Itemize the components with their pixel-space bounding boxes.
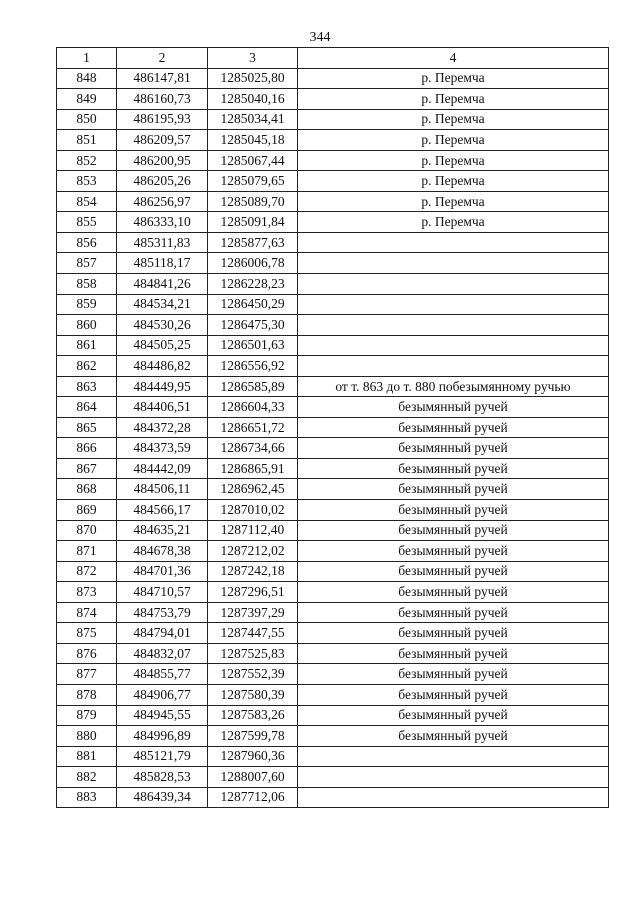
description-cell xyxy=(298,294,609,315)
table-row xyxy=(57,684,609,705)
point-number-cell: 867 xyxy=(57,458,117,479)
description-cell: безымянный ручей xyxy=(298,479,609,500)
table-row xyxy=(57,479,609,500)
point-number-cell: 862 xyxy=(57,356,117,377)
table-row xyxy=(57,335,609,356)
description-cell: безымянный ручей xyxy=(298,458,609,479)
table-row xyxy=(57,376,609,397)
page-number: 344 xyxy=(309,30,331,45)
description-cell: безымянный ручей xyxy=(298,438,609,459)
table-row xyxy=(57,397,609,418)
y-coordinate-cell: 1287525,83 xyxy=(208,643,298,664)
table-row xyxy=(57,417,609,438)
description-cell: р. Перемча xyxy=(298,68,609,89)
point-number-cell: 863 xyxy=(57,376,117,397)
x-coordinate-cell: 486439,34 xyxy=(117,787,208,808)
table-row xyxy=(57,520,609,541)
description-cell xyxy=(298,356,609,377)
point-number-cell: 879 xyxy=(57,705,117,726)
y-coordinate-cell: 1287212,02 xyxy=(208,541,298,562)
y-coordinate-cell: 1286475,30 xyxy=(208,315,298,336)
table-row xyxy=(57,746,609,767)
y-coordinate-cell: 1285045,18 xyxy=(208,130,298,151)
table-row xyxy=(57,130,609,151)
y-coordinate-cell: 1285079,65 xyxy=(208,171,298,192)
table-row xyxy=(57,582,609,603)
point-number-cell: 880 xyxy=(57,726,117,747)
x-coordinate-cell: 484832,07 xyxy=(117,643,208,664)
x-coordinate-cell: 486209,57 xyxy=(117,130,208,151)
header-row xyxy=(57,48,609,69)
x-coordinate-cell: 484701,36 xyxy=(117,561,208,582)
table-row xyxy=(57,150,609,171)
y-coordinate-cell: 1285089,70 xyxy=(208,191,298,212)
description-cell: безымянный ручей xyxy=(298,500,609,521)
description-cell: р. Перемча xyxy=(298,150,609,171)
y-coordinate-cell: 1287960,36 xyxy=(208,746,298,767)
x-coordinate-cell: 486205,26 xyxy=(117,171,208,192)
table-row xyxy=(57,726,609,747)
table-row xyxy=(57,109,609,130)
point-number-cell: 857 xyxy=(57,253,117,274)
table-header xyxy=(57,48,609,69)
description-cell: безымянный ручей xyxy=(298,397,609,418)
x-coordinate-cell: 485118,17 xyxy=(117,253,208,274)
description-cell: безымянный ручей xyxy=(298,684,609,705)
x-coordinate-cell: 484372,28 xyxy=(117,417,208,438)
table-row xyxy=(57,356,609,377)
description-cell: безымянный ручей xyxy=(298,417,609,438)
point-number-cell: 856 xyxy=(57,232,117,253)
point-number-cell: 876 xyxy=(57,643,117,664)
table-row xyxy=(57,438,609,459)
table-row xyxy=(57,623,609,644)
y-coordinate-cell: 1287010,02 xyxy=(208,500,298,521)
y-coordinate-cell: 1285034,41 xyxy=(208,109,298,130)
x-coordinate-cell: 484945,55 xyxy=(117,705,208,726)
point-number-cell: 881 xyxy=(57,746,117,767)
description-cell: безымянный ручей xyxy=(298,520,609,541)
point-number-cell: 872 xyxy=(57,561,117,582)
x-coordinate-cell: 486200,95 xyxy=(117,150,208,171)
x-coordinate-cell: 485828,53 xyxy=(117,767,208,788)
point-number-cell: 875 xyxy=(57,623,117,644)
x-coordinate-cell: 485121,79 xyxy=(117,746,208,767)
point-number-cell: 848 xyxy=(57,68,117,89)
y-coordinate-cell: 1285091,84 xyxy=(208,212,298,233)
y-coordinate-cell: 1287599,78 xyxy=(208,726,298,747)
description-cell: р. Перемча xyxy=(298,109,609,130)
y-coordinate-cell: 1288007,60 xyxy=(208,767,298,788)
x-coordinate-cell: 484486,82 xyxy=(117,356,208,377)
y-coordinate-cell: 1285067,44 xyxy=(208,150,298,171)
table-row xyxy=(57,232,609,253)
y-coordinate-cell: 1287296,51 xyxy=(208,582,298,603)
y-coordinate-cell: 1285025,80 xyxy=(208,68,298,89)
y-coordinate-cell: 1286651,72 xyxy=(208,417,298,438)
x-coordinate-cell: 484449,95 xyxy=(117,376,208,397)
y-coordinate-cell: 1287580,39 xyxy=(208,684,298,705)
x-coordinate-cell: 484996,89 xyxy=(117,726,208,747)
point-number-cell: 864 xyxy=(57,397,117,418)
coordinates-table xyxy=(56,47,609,808)
table-row xyxy=(57,191,609,212)
x-coordinate-cell: 484855,77 xyxy=(117,664,208,685)
table-row xyxy=(57,500,609,521)
point-number-cell: 855 xyxy=(57,212,117,233)
x-coordinate-cell: 484906,77 xyxy=(117,684,208,705)
table-body xyxy=(57,68,609,808)
table-row xyxy=(57,315,609,336)
y-coordinate-cell: 1286865,91 xyxy=(208,458,298,479)
x-coordinate-cell: 484678,38 xyxy=(117,541,208,562)
description-cell: безымянный ручей xyxy=(298,664,609,685)
description-cell xyxy=(298,787,609,808)
x-coordinate-cell: 484530,26 xyxy=(117,315,208,336)
header-col-3: 3 xyxy=(208,48,298,69)
point-number-cell: 871 xyxy=(57,541,117,562)
y-coordinate-cell: 1286450,29 xyxy=(208,294,298,315)
x-coordinate-cell: 484566,17 xyxy=(117,500,208,521)
table-row xyxy=(57,705,609,726)
y-coordinate-cell: 1285877,63 xyxy=(208,232,298,253)
point-number-cell: 869 xyxy=(57,500,117,521)
point-number-cell: 849 xyxy=(57,89,117,110)
x-coordinate-cell: 484406,51 xyxy=(117,397,208,418)
table-row xyxy=(57,664,609,685)
point-number-cell: 870 xyxy=(57,520,117,541)
x-coordinate-cell: 484794,01 xyxy=(117,623,208,644)
description-cell xyxy=(298,274,609,295)
x-coordinate-cell: 484534,21 xyxy=(117,294,208,315)
x-coordinate-cell: 486333,10 xyxy=(117,212,208,233)
y-coordinate-cell: 1287552,39 xyxy=(208,664,298,685)
y-coordinate-cell: 1286604,33 xyxy=(208,397,298,418)
table-row xyxy=(57,171,609,192)
point-number-cell: 858 xyxy=(57,274,117,295)
y-coordinate-cell: 1286501,63 xyxy=(208,335,298,356)
header-col-2: 2 xyxy=(117,48,208,69)
y-coordinate-cell: 1286962,45 xyxy=(208,479,298,500)
x-coordinate-cell: 484710,57 xyxy=(117,582,208,603)
point-number-cell: 859 xyxy=(57,294,117,315)
x-coordinate-cell: 486160,73 xyxy=(117,89,208,110)
description-cell: р. Перемча xyxy=(298,130,609,151)
table-row xyxy=(57,643,609,664)
point-number-cell: 853 xyxy=(57,171,117,192)
description-cell: р. Перемча xyxy=(298,212,609,233)
description-cell xyxy=(298,335,609,356)
description-cell: р. Перемча xyxy=(298,171,609,192)
header-col-4: 4 xyxy=(298,48,609,69)
y-coordinate-cell: 1286585,89 xyxy=(208,376,298,397)
point-number-cell: 878 xyxy=(57,684,117,705)
x-coordinate-cell: 484635,21 xyxy=(117,520,208,541)
x-coordinate-cell: 485311,83 xyxy=(117,232,208,253)
table-row xyxy=(57,602,609,623)
table-row xyxy=(57,89,609,110)
description-cell: безымянный ручей xyxy=(298,705,609,726)
description-cell: от т. 863 до т. 880 побезымянному ручью xyxy=(298,376,609,397)
description-cell: р. Перемча xyxy=(298,89,609,110)
point-number-cell: 866 xyxy=(57,438,117,459)
y-coordinate-cell: 1287712,06 xyxy=(208,787,298,808)
table-row xyxy=(57,767,609,788)
table-row xyxy=(57,541,609,562)
description-cell: безымянный ручей xyxy=(298,643,609,664)
header-col-1: 1 xyxy=(57,48,117,69)
point-number-cell: 874 xyxy=(57,602,117,623)
x-coordinate-cell: 484506,11 xyxy=(117,479,208,500)
point-number-cell: 877 xyxy=(57,664,117,685)
description-cell xyxy=(298,232,609,253)
point-number-cell: 882 xyxy=(57,767,117,788)
x-coordinate-cell: 484442,09 xyxy=(117,458,208,479)
table-row xyxy=(57,253,609,274)
x-coordinate-cell: 486147,81 xyxy=(117,68,208,89)
point-number-cell: 860 xyxy=(57,315,117,336)
point-number-cell: 861 xyxy=(57,335,117,356)
description-cell xyxy=(298,767,609,788)
point-number-cell: 852 xyxy=(57,150,117,171)
x-coordinate-cell: 484505,25 xyxy=(117,335,208,356)
y-coordinate-cell: 1285040,16 xyxy=(208,89,298,110)
point-number-cell: 873 xyxy=(57,582,117,603)
y-coordinate-cell: 1287583,26 xyxy=(208,705,298,726)
description-cell: безымянный ручей xyxy=(298,582,609,603)
description-cell: безымянный ручей xyxy=(298,726,609,747)
x-coordinate-cell: 484753,79 xyxy=(117,602,208,623)
description-cell: безымянный ручей xyxy=(298,541,609,562)
table-row xyxy=(57,274,609,295)
y-coordinate-cell: 1287112,40 xyxy=(208,520,298,541)
point-number-cell: 854 xyxy=(57,191,117,212)
point-number-cell: 851 xyxy=(57,130,117,151)
point-number-cell: 865 xyxy=(57,417,117,438)
table-row xyxy=(57,68,609,89)
table-row xyxy=(57,561,609,582)
x-coordinate-cell: 486256,97 xyxy=(117,191,208,212)
x-coordinate-cell: 484373,59 xyxy=(117,438,208,459)
x-coordinate-cell: 484841,26 xyxy=(117,274,208,295)
description-cell: безымянный ручей xyxy=(298,623,609,644)
y-coordinate-cell: 1286556,92 xyxy=(208,356,298,377)
y-coordinate-cell: 1287447,55 xyxy=(208,623,298,644)
point-number-cell: 868 xyxy=(57,479,117,500)
description-cell xyxy=(298,253,609,274)
description-cell: безымянный ручей xyxy=(298,602,609,623)
y-coordinate-cell: 1286734,66 xyxy=(208,438,298,459)
description-cell: р. Перемча xyxy=(298,191,609,212)
table-row xyxy=(57,212,609,233)
y-coordinate-cell: 1286006,78 xyxy=(208,253,298,274)
description-cell: безымянный ручей xyxy=(298,561,609,582)
table-row xyxy=(57,787,609,808)
y-coordinate-cell: 1287242,18 xyxy=(208,561,298,582)
point-number-cell: 850 xyxy=(57,109,117,130)
x-coordinate-cell: 486195,93 xyxy=(117,109,208,130)
description-cell xyxy=(298,315,609,336)
point-number-cell: 883 xyxy=(57,787,117,808)
description-cell xyxy=(298,746,609,767)
y-coordinate-cell: 1287397,29 xyxy=(208,602,298,623)
table-row xyxy=(57,294,609,315)
table-row xyxy=(57,458,609,479)
y-coordinate-cell: 1286228,23 xyxy=(208,274,298,295)
